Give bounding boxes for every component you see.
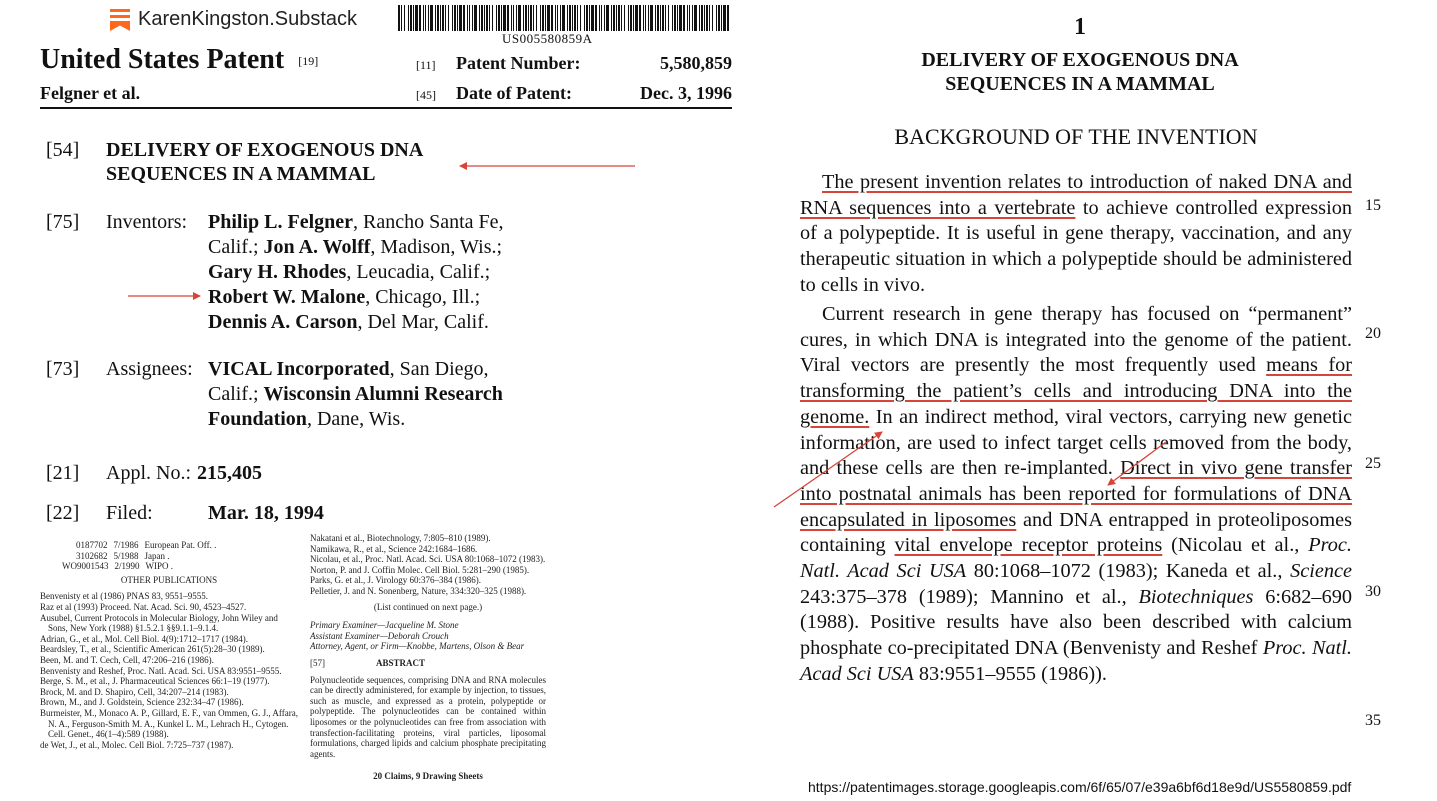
assignee-location: , San Diego, xyxy=(389,358,489,380)
inventor-name: Philip L. Felgner xyxy=(208,211,353,233)
title-code: [54] xyxy=(46,139,80,161)
inventor-location: , Del Mar, Calif. xyxy=(357,311,489,333)
citation: Raz et al (1993) Proceed. Nat. Acad. Sci. 90, 4523–4527. xyxy=(40,601,247,612)
highlighted-phrase: means for transforming the patient’s cells and introducing DNA into the genome. xyxy=(800,354,1353,428)
inventor-short: Felgner et al. xyxy=(40,83,141,103)
paragraph-text: 243:375–378 (1989); Mannino et al., xyxy=(800,585,1139,608)
assignee-name: VICAL Incorporated xyxy=(208,358,390,380)
citation: Benvenisty et al (1986) PNAS 83, 9551–9555. xyxy=(40,591,208,602)
highlighted-phrase: vital envelope receptor proteins xyxy=(894,534,1163,557)
country-code: [19] xyxy=(298,54,319,69)
citation: Nicolau, et al., Proc. Natl. Acad. Sci. USA 80:1068–1072 (1983). xyxy=(310,554,546,565)
citation: de Wet, J., et al., Molec. Cell Biol. 7:725–737 (1987). xyxy=(40,739,234,750)
paragraph-text: 83:9551–9555 (1986)). xyxy=(913,662,1107,685)
assistant-examiner: Assistant Examiner—Deborah Crouch xyxy=(310,630,449,641)
abstract-heading: ABSTRACT xyxy=(376,657,426,668)
paragraph-text: (Nicolau et al., xyxy=(1162,534,1309,557)
line-number: 25 xyxy=(1365,455,1381,472)
filed-label: Filed: xyxy=(106,502,153,524)
inventor-location: , Chicago, Ill.; xyxy=(365,286,481,308)
barcode-number: US005580859A xyxy=(502,31,593,46)
patent-number-code: [11] xyxy=(416,58,436,72)
substack-label: KarenKingston.Substack xyxy=(138,8,358,30)
foreign-patent-date: 7/1986 xyxy=(113,540,139,550)
other-publications-heading: OTHER PUBLICATIONS xyxy=(120,574,218,585)
citation: Been, M. and T. Cech, Cell, 47:206–216 (1986). xyxy=(40,654,214,665)
journal-name: Biotechniques xyxy=(1138,585,1254,608)
citation: Benvenisty and Reshef, Proc. Natl. Acad. Sci. USA 83:9551–9555. xyxy=(40,665,282,676)
citation: Parks, G. et al., J. Virology 60:376–384 (1986). xyxy=(310,575,482,586)
patent-date-label: Date of Patent: xyxy=(456,83,572,103)
attorney: Attorney, Agent, or Firm—Knobbe, Martens, Olson & Bear xyxy=(310,641,525,652)
source-url[interactable]: https://patentimages.storage.googleapis.com/6f/65/07/e39a6bf6d18e9d/US5580859.pdf xyxy=(808,779,1352,795)
paragraph-text: In an indirect method, viral vectors, carrying new genetic information, are used to infect target cells removed from the body, and these cells are then re-implanted. xyxy=(800,405,1352,480)
inventors-label: Inventors: xyxy=(106,211,188,233)
citation: Adrian, G., et al., Mol. Cell Biol. 4(9):1712–1717 (1984). xyxy=(40,633,248,644)
patent-date-code: [45] xyxy=(416,88,436,102)
inventor-name: Dennis A. Carson xyxy=(208,311,358,333)
appl-label: Appl. No.: xyxy=(106,462,191,484)
foreign-patent-office: WIPO . xyxy=(145,561,174,572)
journal-name: Proc. Natl. Acad Sci USA xyxy=(800,534,1352,583)
foreign-patent-office: Japan . xyxy=(144,550,170,561)
citation: Beardsley, T., et al., Scientific American 261(5):28–30 (1989). xyxy=(40,644,265,655)
journal-name: Science xyxy=(1290,560,1352,583)
inventor-location: , Madison, Wis.; xyxy=(370,236,503,258)
paragraph-text: to achieve controlled expression of a polypeptide. It is useful in gene therapy, vaccination, and any therapeutic situation in which a polypeptide should be administered to cells in vivo. xyxy=(800,196,1352,296)
filed-code: [22] xyxy=(46,502,80,524)
patent-title-line2: SEQUENCES IN A MAMMAL xyxy=(106,163,376,185)
citation: Nakatani et al., Biotechnology, 7:805–810 (1989). xyxy=(310,533,491,543)
genome-arrow xyxy=(774,432,882,507)
inventors-code: [75] xyxy=(46,211,80,233)
inventor-name: Robert W. Malone xyxy=(208,286,366,308)
inventor-location: , Rancho Santa Fe, xyxy=(353,211,504,233)
patent-number-label: Patent Number: xyxy=(456,53,581,73)
inventor-prefix: Calif.; xyxy=(208,236,264,258)
page-number: 1 xyxy=(1074,14,1086,40)
foreign-patent-number: 0187702 xyxy=(76,540,108,550)
abstract-code: [57] xyxy=(310,657,325,668)
appl-code: [21] xyxy=(46,462,80,484)
background-heading: BACKGROUND OF THE INVENTION xyxy=(894,124,1258,149)
inventor-location: , Leucadia, Calif.; xyxy=(346,261,491,283)
paragraph-text: Current research in gene therapy has focused on “permanent” cures, in which DNA is integrated into the genome of the patient. Viral vectors are presently the most frequently used xyxy=(800,303,1352,377)
filed-value: Mar. 18, 1994 xyxy=(208,502,324,524)
citation: Burmeister, M., Monaco A. P., Gillard, E. F., van Ommen, G. J., Affara, N. A., Ferguson-Smith M. A., Kunkel L. M., Lehrach H., Cytogen. Cell. Genet., 46(1–4):589 (1988). xyxy=(40,707,298,740)
right-title-line2: SEQUENCES IN A MAMMAL xyxy=(945,73,1215,95)
citation: Norton, P. and J. Coffin Molec. Cell Biol. 5:281–290 (1985). xyxy=(310,564,530,575)
foreign-patent-number: WO9001543 xyxy=(62,561,109,572)
citation: Brock, M. and D. Shapiro, Cell, 34:207–214 (1983). xyxy=(40,686,229,697)
patent-date-value: Dec. 3, 1996 xyxy=(640,83,732,103)
abstract-text: Polynucleotide sequences, comprising DNA and RNA molecules can be directly administered, for example by injection, to tissues, such as muscle, and expressed as a protein, polypeptide or polypeptide. The polynucleotides can be contained within liposomes or the polynucleotides can free from association with transfection-facilitating proteins, viral particles, liposomal formulations, charged lipids and calcium phosphate precipitating agents. xyxy=(310,674,546,759)
country-title-text: United States Patent xyxy=(40,44,285,75)
line-number: 30 xyxy=(1365,583,1381,600)
list-continued-note: (List continued on next page.) xyxy=(373,601,483,612)
assignee-prefix: Calif.; xyxy=(208,383,264,405)
claims-line: 20 Claims, 9 Drawing Sheets xyxy=(373,771,483,782)
assignees-label: Assignees: xyxy=(106,358,193,380)
citation: Ausubel, Current Protocols in Molecular Biology, John Wiley and Sons, New York (1988) §1.5.2.1 §§9.1.1–9.1.4. xyxy=(40,612,278,634)
citation: Brown, M., and J. Goldstein, Science 232:34–47 (1986). xyxy=(40,697,244,708)
paragraph-text: 6:682–690 (1988). Positive results have also been described with calcium phosphate co-precipitated DNA (Benvenisty and Reshef xyxy=(800,585,1352,660)
assignee-name: Foundation xyxy=(208,408,307,430)
patent-title-line1: DELIVERY OF EXOGENOUS DNA xyxy=(106,139,424,161)
paragraph-text: and DNA entrapped in proteoliposomes containing xyxy=(800,508,1352,557)
line-number: 35 xyxy=(1365,712,1381,729)
appl-value: 215,405 xyxy=(197,462,262,484)
foreign-patent-date: 2/1990 xyxy=(114,561,140,572)
infect-arrow xyxy=(1108,442,1166,485)
highlighted-phrase: The present invention relates to introduction of naked DNA and RNA sequences into a vertebrate xyxy=(800,171,1352,219)
assignees-code: [73] xyxy=(46,358,80,380)
citation: Pelletier, J. and N. Sonenberg, Nature, 334:320–325 (1988). xyxy=(310,585,527,596)
primary-examiner: Primary Examiner—Jacqueline M. Stone xyxy=(310,620,459,631)
journal-name: Proc. Natl. Acad Sci USA xyxy=(800,637,1352,685)
paragraph-text: 80:1068–1072 (1983); Kaneda et al., xyxy=(966,560,1291,583)
foreign-patent-date: 5/1988 xyxy=(113,550,139,561)
assignee-name: Wisconsin Alumni Research xyxy=(263,383,503,405)
patent-number-value: 5,580,859 xyxy=(660,53,732,73)
foreign-patent-office: European Pat. Off. . xyxy=(144,540,217,550)
highlighted-phrase: Direct in vivo gene transfer into postnatal animals has been reported for formulations of DNA encapsulated in liposomes xyxy=(800,457,1352,531)
inventor-name: Jon A. Wolff xyxy=(263,236,371,258)
inventor-name: Gary H. Rhodes xyxy=(208,261,347,283)
line-number: 15 xyxy=(1365,197,1381,214)
right-title-line1: DELIVERY OF EXOGENOUS DNA xyxy=(921,49,1239,71)
foreign-patent-number: 3102682 xyxy=(76,550,108,561)
citation: Namikawa, R., et al., Science 242:1684–1686. xyxy=(310,543,478,554)
assignee-location: , Dane, Wis. xyxy=(306,408,406,430)
line-number: 20 xyxy=(1365,325,1381,342)
citation: Berge, S. M., et al., J. Pharmaceutical Sciences 66:1–19 (1977). xyxy=(40,676,270,687)
